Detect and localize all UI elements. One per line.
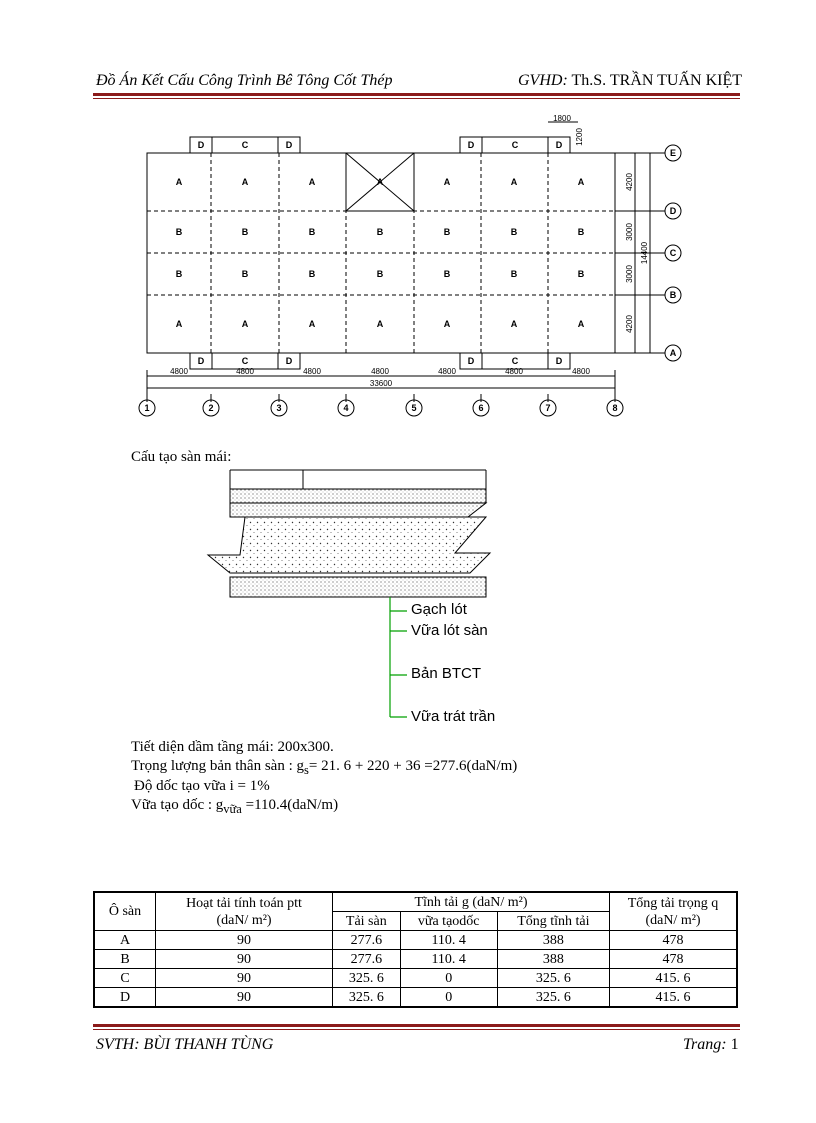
footer-page	[683, 1036, 739, 1054]
balcony-label: D	[197, 356, 205, 366]
balcony-label: D	[555, 140, 563, 150]
cell: 90	[156, 969, 333, 988]
span-dim: 4800	[572, 367, 590, 376]
footer-student: SVTH: BÙI THANH TÙNG	[96, 1036, 274, 1053]
cell: 325. 6	[333, 969, 401, 988]
section-intro: Cấu tạo sàn mái:	[131, 449, 232, 465]
vua-lot-layer	[230, 503, 486, 517]
cell: 90	[156, 931, 333, 950]
slab-panel-label: A	[443, 319, 451, 329]
slab-panel-label: B	[175, 269, 183, 279]
axis-label: 6	[478, 403, 484, 413]
ban-btct-layer	[208, 517, 490, 573]
calc-beam-section: Tiết diện dầm tầng mái: 200x300.	[131, 739, 334, 755]
axis-label: 5	[411, 403, 417, 413]
axis-label: C	[669, 248, 677, 258]
table-header-row	[94, 892, 737, 912]
span-dim: 4800	[505, 367, 523, 376]
span-dim: 4800	[303, 367, 321, 376]
slab-panel-label: B	[376, 227, 384, 237]
span-dim: 4800	[170, 367, 188, 376]
span-dim: 4800	[371, 367, 389, 376]
header-tong-tai	[610, 892, 738, 931]
table-row	[94, 969, 737, 988]
vua-trat-tran-layer	[230, 577, 486, 597]
balcony-label: C	[241, 356, 249, 366]
balcony-label: D	[467, 140, 475, 150]
slab-panel-label: A	[175, 177, 183, 187]
header-hoat-tai-line2: (daN/ m²)	[216, 912, 272, 928]
slab-panel-label: B	[376, 269, 384, 279]
row-dim: 3000	[625, 223, 634, 241]
cell: 415. 6	[610, 969, 738, 988]
calc-mortar	[131, 796, 338, 819]
slab-section	[200, 465, 500, 725]
slab-panel-label: B	[308, 269, 316, 279]
slab-panel-label: B	[175, 227, 183, 237]
cell: 388	[497, 950, 609, 969]
page-label: Trang:	[683, 1036, 727, 1053]
header-rule-thin	[93, 98, 740, 99]
header-tinh-tai: Tĩnh tải g (daN/ m²)	[333, 892, 610, 912]
balcony-label: C	[511, 356, 519, 366]
cell: 415. 6	[610, 988, 738, 1008]
calc-self-weight-pre: Trọng lượng bản thân sàn : g	[131, 758, 305, 774]
table-row	[94, 988, 737, 1008]
slab-panel-label: B	[443, 269, 451, 279]
slab-panel-label: B	[577, 227, 585, 237]
cell: 277.6	[333, 950, 401, 969]
cell: 325. 6	[497, 988, 609, 1008]
axis-label: 3	[276, 403, 282, 413]
slab-panel-label: B	[241, 227, 249, 237]
slab-panel-label: A	[308, 319, 316, 329]
cell: 325. 6	[497, 969, 609, 988]
cell: 110. 4	[400, 931, 497, 950]
slab-panel-label: A	[308, 177, 316, 187]
total-length: 33600	[369, 379, 393, 388]
slab-panel-label: B	[510, 227, 518, 237]
axis-label: A	[669, 348, 677, 358]
slab-panel-label: A	[376, 319, 384, 329]
slab-panel-label: A	[577, 177, 585, 187]
calc-sub-vua: vữa	[223, 802, 242, 816]
slab-panel-label: A	[241, 177, 249, 187]
calc-mortar-pre: Vữa tạo dốc : g	[131, 797, 224, 813]
cell: 0	[400, 988, 497, 1008]
total-width: 14400	[640, 241, 649, 265]
axis-label: D	[669, 206, 677, 216]
span-dim: 4800	[236, 367, 254, 376]
header-o-san: Ô sàn	[94, 892, 156, 931]
cell: D	[94, 988, 156, 1008]
cell: 90	[156, 950, 333, 969]
legend-leaders	[390, 597, 407, 717]
load-table	[93, 891, 738, 1008]
axis-label: 2	[208, 403, 214, 413]
table-row	[94, 950, 737, 969]
legend-vua-trat-tran: Vữa trát trần	[411, 708, 496, 725]
header-title: Đồ Án Kết Cấu Công Trình Bê Tông Cốt Thép	[96, 72, 393, 89]
footer-rule-thin	[93, 1029, 740, 1030]
legend-ban-btct: Bản BTCT	[411, 665, 482, 682]
cell: 478	[610, 950, 738, 969]
gvhd-name: Th.S. TRẦN TUẤN KIỆT	[571, 72, 742, 89]
balcony-label: C	[241, 140, 249, 150]
axis-label: 8	[612, 403, 618, 413]
span-dim: 4800	[438, 367, 456, 376]
cell: 277.6	[333, 931, 401, 950]
header-rule	[93, 93, 740, 96]
balcony-label: D	[467, 356, 475, 366]
header-hoat-tai-line1: Hoạt tải tính toán ptt	[186, 895, 302, 911]
slab-panel-label: A	[443, 177, 451, 187]
calc-self-weight-post: = 21. 6 + 220 + 36 =277.6(daN/m)	[308, 758, 518, 774]
slab-panel-label: A	[510, 319, 518, 329]
slab-panel-label: A	[376, 177, 384, 187]
slab-panel-label: A	[175, 319, 183, 329]
balcony-label: D	[197, 140, 205, 150]
calc-sub-s: s	[304, 763, 309, 777]
cell: 478	[610, 931, 738, 950]
header-supervisor	[518, 72, 742, 90]
header-tong-line2: (daN/ m²)	[645, 912, 701, 928]
cell: 90	[156, 988, 333, 1008]
cell: 325. 6	[333, 988, 401, 1008]
balcony-label: D	[285, 140, 293, 150]
calc-slope: Độ dốc tạo vữa i = 1%	[134, 778, 270, 794]
header-tai-san: Tải sàn	[333, 912, 401, 931]
balcony-label: D	[555, 356, 563, 366]
footer-rule	[93, 1024, 740, 1027]
slab-panel-label: A	[577, 319, 585, 329]
table-row	[94, 931, 737, 950]
axis-label: B	[669, 290, 677, 300]
cell: 110. 4	[400, 950, 497, 969]
header-vua-tao-doc: vữa tạodốc	[400, 912, 497, 931]
slab-panel-label: B	[510, 269, 518, 279]
gvhd-label: GVHD:	[518, 72, 568, 89]
cell: 388	[497, 931, 609, 950]
top-dim: 1800	[553, 114, 571, 123]
slab-panel-label: B	[577, 269, 585, 279]
header-hoat-tai	[156, 892, 333, 931]
axis-label: E	[669, 148, 677, 158]
axis-label: 7	[545, 403, 551, 413]
balcony-label: D	[285, 356, 293, 366]
cell: A	[94, 931, 156, 950]
legend-gach-lot: Gạch lót	[411, 601, 467, 618]
page-number: 1	[730, 1036, 739, 1053]
row-dim: 4200	[625, 173, 634, 191]
cell: C	[94, 969, 156, 988]
floor-plan	[120, 112, 700, 422]
cell: 0	[400, 969, 497, 988]
calc-mortar-post: =110.4(daN/m)	[241, 797, 339, 813]
row-dim: 3000	[625, 265, 634, 283]
axis-label: 1	[144, 403, 150, 413]
slab-panel-label: B	[308, 227, 316, 237]
gach-lot-layer	[230, 489, 486, 503]
row-dim: 4200	[625, 315, 634, 333]
axis-label: 4	[343, 403, 349, 413]
cell: B	[94, 950, 156, 969]
slab-panel-label: A	[241, 319, 249, 329]
slab-panel-label: B	[443, 227, 451, 237]
dimension-lines	[147, 122, 665, 402]
balcony-label: C	[511, 140, 519, 150]
slab-panel-label: B	[241, 269, 249, 279]
header-tong-line1: Tổng tải trọng q	[627, 895, 719, 911]
header-tong-tinh-tai: Tổng tĩnh tải	[497, 912, 609, 931]
top-dim: 1200	[575, 128, 584, 146]
slab-panel-label: A	[510, 177, 518, 187]
legend-vua-lot-san: Vữa lót sàn	[411, 622, 488, 639]
